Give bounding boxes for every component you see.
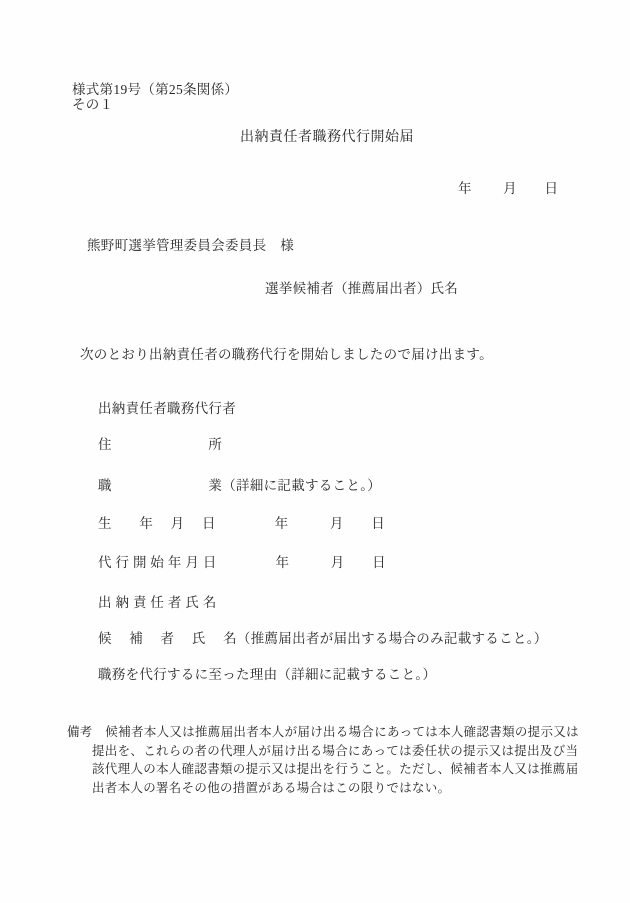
field-row-candidate-name: 候 補 者 氏 名（推薦届出者が届出する場合のみ記載すること。）	[98, 631, 548, 646]
field-row-reason: 職務を代行するに至った理由（詳細に記載すること。）	[98, 667, 437, 682]
field-row-address: 住 所	[98, 437, 223, 452]
field-row-occupation: 職 業（詳細に記載すること。）	[98, 478, 382, 493]
document-title: 出納責任者職務代行開始届	[240, 130, 414, 145]
date-line: 年 月 日	[458, 181, 559, 196]
remark-line: 出者本人の署名その他の措置がある場合はこの限りではない。	[92, 781, 451, 795]
field-row-acting-start-date: 代 行 開 始 年 月 日 年 月 日	[98, 555, 386, 570]
field-row-birthdate: 生 年 月 日 年 月 日	[98, 516, 386, 531]
form-number: 様式第19号（第25条関係）	[72, 82, 239, 97]
filer-name-line: 選挙候補者（推薦届出者）氏名	[265, 281, 459, 296]
form-part-label: その１	[72, 97, 114, 112]
remark-line: 備考 候補者本人又は推薦届出者本人が届け出る場合にあっては本人確認書類の提示又は	[67, 725, 579, 739]
opening-sentence: 次のとおり出納責任者の職務代行を開始しましたので届け出ます。	[80, 347, 493, 362]
field-row-treasurer-name: 出 納 責 任 者 氏 名	[98, 595, 217, 610]
section-heading: 出納責任者職務代行者	[98, 401, 236, 416]
remark-line: 提出を、これらの者の代理人が届け出る場合にあっては委任状の提示又は提出及び当	[92, 744, 579, 758]
remark-line: 該代理人の本人確認書類の提示又は提出を行うこと。ただし、候補者本人又は推薦届	[92, 762, 579, 776]
addressee-line: 熊野町選挙管理委員会委員長 様	[87, 238, 294, 253]
